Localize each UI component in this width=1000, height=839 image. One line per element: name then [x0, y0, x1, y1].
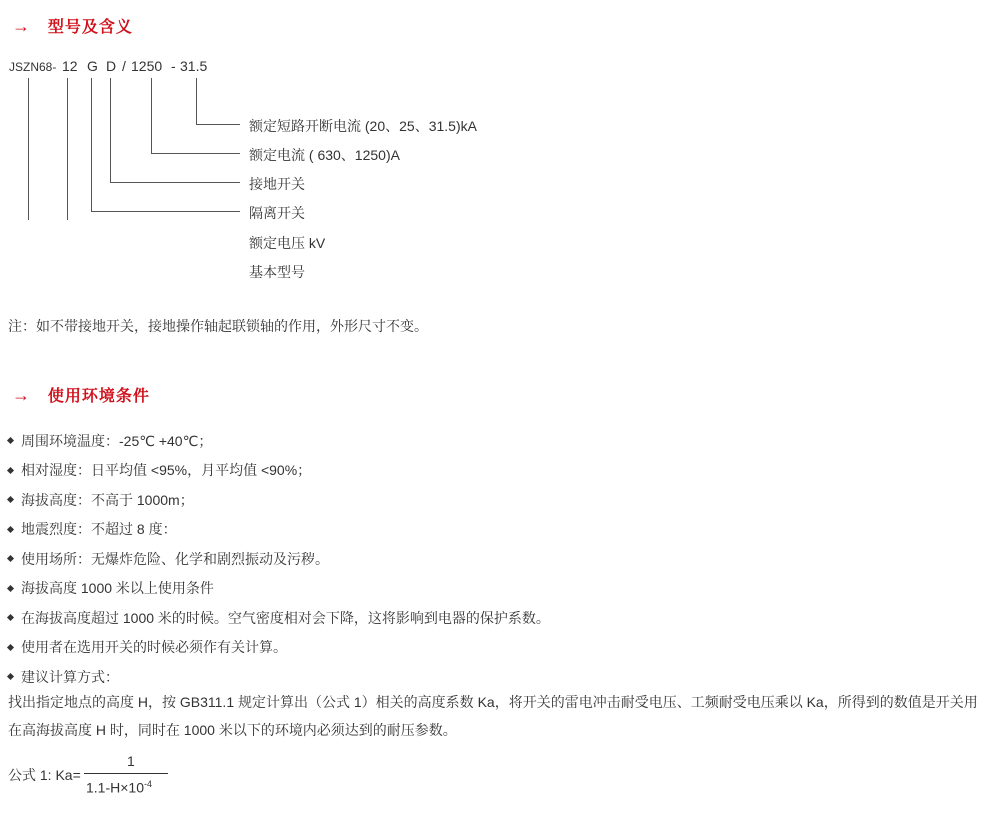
- section2-title: 使用环境条件: [47, 388, 150, 405]
- list-item-text: 相对湿度：日平均值 <95%，月平均值 <90%；: [21, 462, 312, 479]
- arrow-right-icon: →: [12, 385, 30, 405]
- code-current: 1250: [131, 58, 163, 74]
- bullet-diamond-icon: [7, 614, 14, 621]
- formula-label: 公式 1: Ka=: [8, 767, 81, 783]
- desc-base-model: 基本型号: [249, 264, 305, 280]
- list-item: [6, 515, 550, 545]
- desc-earthing-switch: 接地开关: [249, 176, 305, 192]
- bullet-diamond-icon: [7, 644, 14, 651]
- desc-rated-voltage: 额定电压 kV: [249, 235, 326, 251]
- list-item-text: 使用者在选用开关的时候必须作有关计算。: [21, 639, 287, 656]
- list-item: [6, 633, 550, 663]
- leader-lines: [0, 0, 260, 220]
- list-item: [6, 485, 550, 515]
- bullet-diamond-icon: [7, 585, 14, 592]
- conditions-list: [6, 426, 550, 692]
- bullet-diamond-icon: [7, 673, 14, 680]
- leader-line-earthing: [111, 78, 241, 183]
- list-item-text: 海拔高度：不高于 1000m；: [21, 491, 194, 508]
- leader-line-base-model: [29, 78, 241, 220]
- bullet-diamond-icon: [7, 437, 14, 444]
- bullet-diamond-icon: [7, 496, 14, 503]
- desc-isolating-switch: 隔离开关: [249, 205, 305, 221]
- formula-denominator-base: 1.1-H×10: [86, 779, 144, 796]
- leader-line-rated-current: [152, 78, 241, 154]
- desc-breaking-current: 额定短路开断电流 (20、25、31.5)kA: [249, 118, 477, 134]
- list-item-text: 地震烈度：不超过 8 度：: [21, 521, 177, 538]
- formula-exponent: -4: [143, 779, 152, 789]
- list-item: [6, 603, 550, 633]
- formula-numerator: 1: [127, 753, 135, 769]
- desc-rated-current: 额定电流 ( 630、1250)A: [249, 147, 400, 163]
- code-breaking-current: 31.5: [180, 58, 208, 74]
- code-base-model: JSZN68-: [9, 60, 57, 74]
- list-item-text: 使用场所：无爆炸危险、化学和剧烈振动及污秽。: [21, 550, 329, 567]
- list-item: [6, 574, 550, 604]
- section1-title: 型号及含义: [47, 19, 133, 36]
- list-item: [6, 544, 550, 574]
- list-item: [6, 456, 550, 486]
- formula-denominator: [86, 779, 152, 796]
- calculation-paragraph: 找出指定地点的高度 H，按 GB311.1 规定计算出（公式 1）相关的高度系数 Ka，将开关的雷电冲击耐受电压、工频耐受电压乘以 Ka，所得到的数值是开关用在高海拔高度 H 时，同时在 1000 米以下的环境内必须达到的耐压参数。: [8, 694, 978, 738]
- code-isolator: G: [87, 58, 98, 74]
- bullet-diamond-icon: [7, 526, 14, 533]
- bullet-diamond-icon: [7, 467, 14, 474]
- note-text: 注：如不带接地开关，接地操作轴起联锁轴的作用，外形尺寸不变。: [8, 318, 428, 334]
- bullet-diamond-icon: [7, 555, 14, 562]
- list-item-text: 海拔高度 1000 米以上使用条件: [21, 580, 214, 597]
- arrow-right-icon: →: [12, 16, 30, 36]
- code-voltage: 12: [62, 58, 78, 74]
- leader-line-isolator: [92, 78, 241, 212]
- list-item-text: 周围环境温度：-25℃ +40℃；: [21, 432, 213, 449]
- list-item-text: 在海拔高度超过 1000 米的时候。空气密度相对会下降，这将影响到电器的保护系数。: [21, 609, 550, 626]
- code-slash: /: [122, 58, 126, 74]
- code-earthing: D: [106, 58, 117, 74]
- code-dash: -: [171, 58, 176, 74]
- section2-heading: [12, 383, 150, 406]
- list-item: [6, 426, 550, 456]
- leader-line-voltage: [68, 78, 241, 220]
- leader-line-breaking-current: [197, 78, 241, 125]
- list-item-text: 建议计算方式：: [21, 668, 119, 685]
- fraction-bar: [84, 773, 168, 774]
